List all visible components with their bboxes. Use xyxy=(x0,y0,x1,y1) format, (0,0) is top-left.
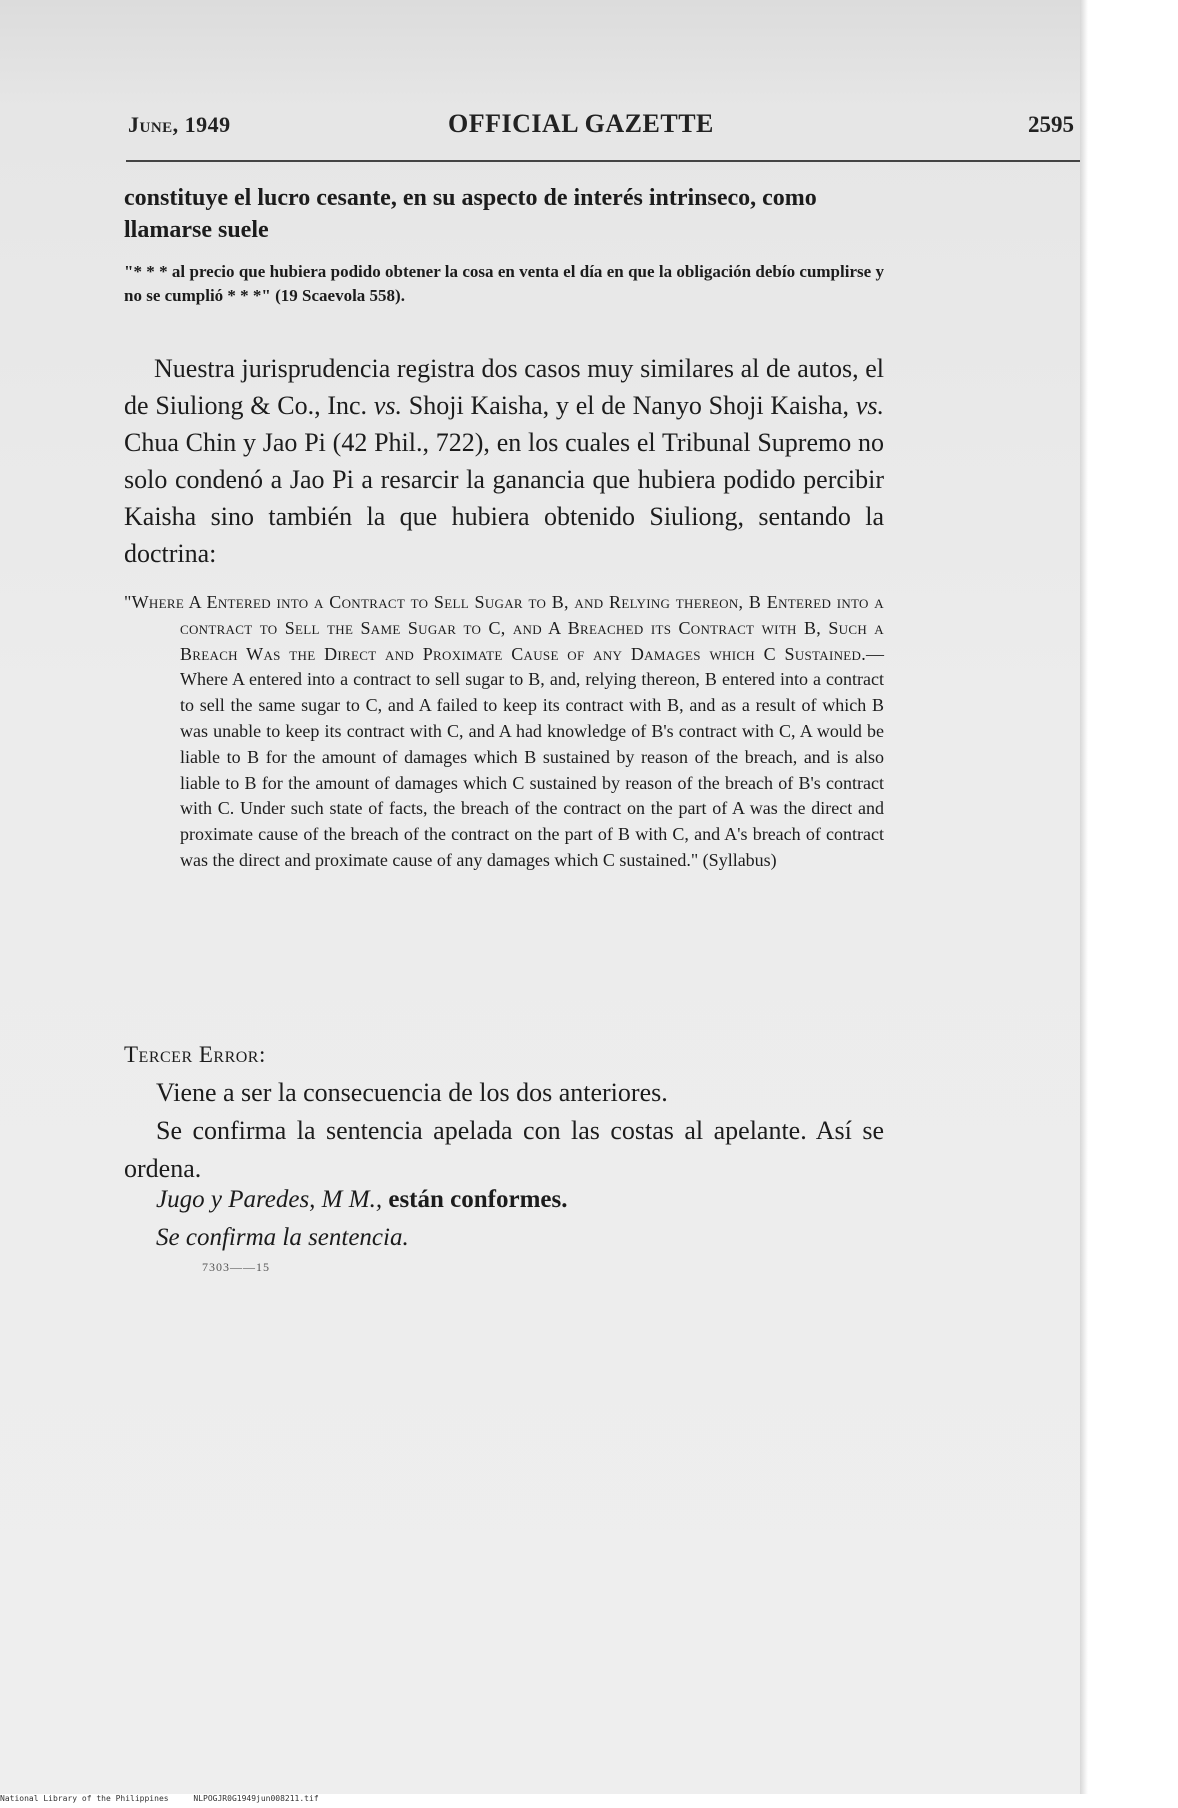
paragraph1-part-b: Shoji Kaisha, y el de Nanyo Shoji Kaisha, xyxy=(402,391,856,420)
footer-file: NLPOGJR0G1949jun008211.tif xyxy=(193,1794,319,1803)
confirm-text: Se confirma la sentencia apelada con las costas al apelante. Así se ordena. xyxy=(124,1116,884,1183)
paragraph1-part-a: Nuestra jurisprudencia registra dos casos muy similares al de autos, el de Siuliong & Co., Inc. xyxy=(124,354,884,420)
scan-edge xyxy=(1080,0,1088,1808)
spanish-quote: "* * * al precio que hubiera podido obtener la cosa en venta el día en que la obligación debío cumplirse y no se cumplió * * *" (19 Scaevola 558). xyxy=(124,262,884,305)
print-code: 7303——15 xyxy=(202,1260,270,1274)
justice-names: Jugo y Paredes, M M., xyxy=(156,1186,383,1213)
concur-text: están conformes. xyxy=(388,1186,568,1213)
intro-paragraph: constituye el lucro cesante, en su aspecto de interés intrinseco, como llamarse suele xyxy=(124,185,817,243)
syllabus-heading: "Where A Entered into a Contract to Sell Sugar to B, and Relying thereon, B Entered into a contract to Sell the Same Sugar to C, and A Breached its Contract with B, Such a Breach Was the Direct and Proximate Cause of any Damages which C Sustained. xyxy=(124,592,884,664)
paragraph1-part-c: Chua Chin y Jao Pi (42 Phil., 722), en los cuales el Tribunal Supremo no solo condenó a Jao Pi a resarcir la ganancia que hubiera podido percibir Kaisha sino también la que hubiera obtenido Siuliong, sentando la doctrina: xyxy=(124,428,884,568)
page-header xyxy=(128,109,1074,152)
page-number: 2595 xyxy=(1028,112,1074,137)
jurisprudence-paragraph xyxy=(124,350,884,572)
conclusion-paragraphs xyxy=(124,1074,884,1188)
footer-library: National Library of the Philippines xyxy=(0,1794,169,1803)
scan-footer xyxy=(0,1794,1178,1808)
final-ruling: Se confirma la sentencia. xyxy=(156,1224,409,1251)
paragraph1-vs-2: vs. xyxy=(855,391,884,420)
tercer-error-text: Viene a ser la consecuencia de los dos anteriores. xyxy=(156,1078,668,1107)
header-title: OFFICIAL GAZETTE xyxy=(448,109,714,138)
header-rule xyxy=(126,160,1080,162)
concurrence-line xyxy=(124,1186,916,1214)
tercer-error-heading: Tercer Error: xyxy=(124,1042,266,1067)
syllabus-quote xyxy=(124,590,884,874)
syllabus-body: —Where A entered into a contract to sell sugar to B, and, relying thereon, B entered into a contract to sell the same sugar to C, and A failed to keep its contract with B, and as a result of which B was unable to keep its contract with C, and A had knowledge of B's contract with C, A would be liable to B for the amount of damages which B sustained by reason of the breach, and is also liable to B for the amount of damages which C sustained by reason of the breach of B's contract with C. Under such state of facts, the breach of the contract on the part of A was the direct and proximate cause of the breach of the contract on the part of B with C, and A's breach of contract was the direct and proximate cause of any damages which C sustained." (Syllabus) xyxy=(180,643,884,870)
paragraph1-vs-1: vs. xyxy=(373,391,402,420)
header-date: June, 1949 xyxy=(128,112,231,137)
